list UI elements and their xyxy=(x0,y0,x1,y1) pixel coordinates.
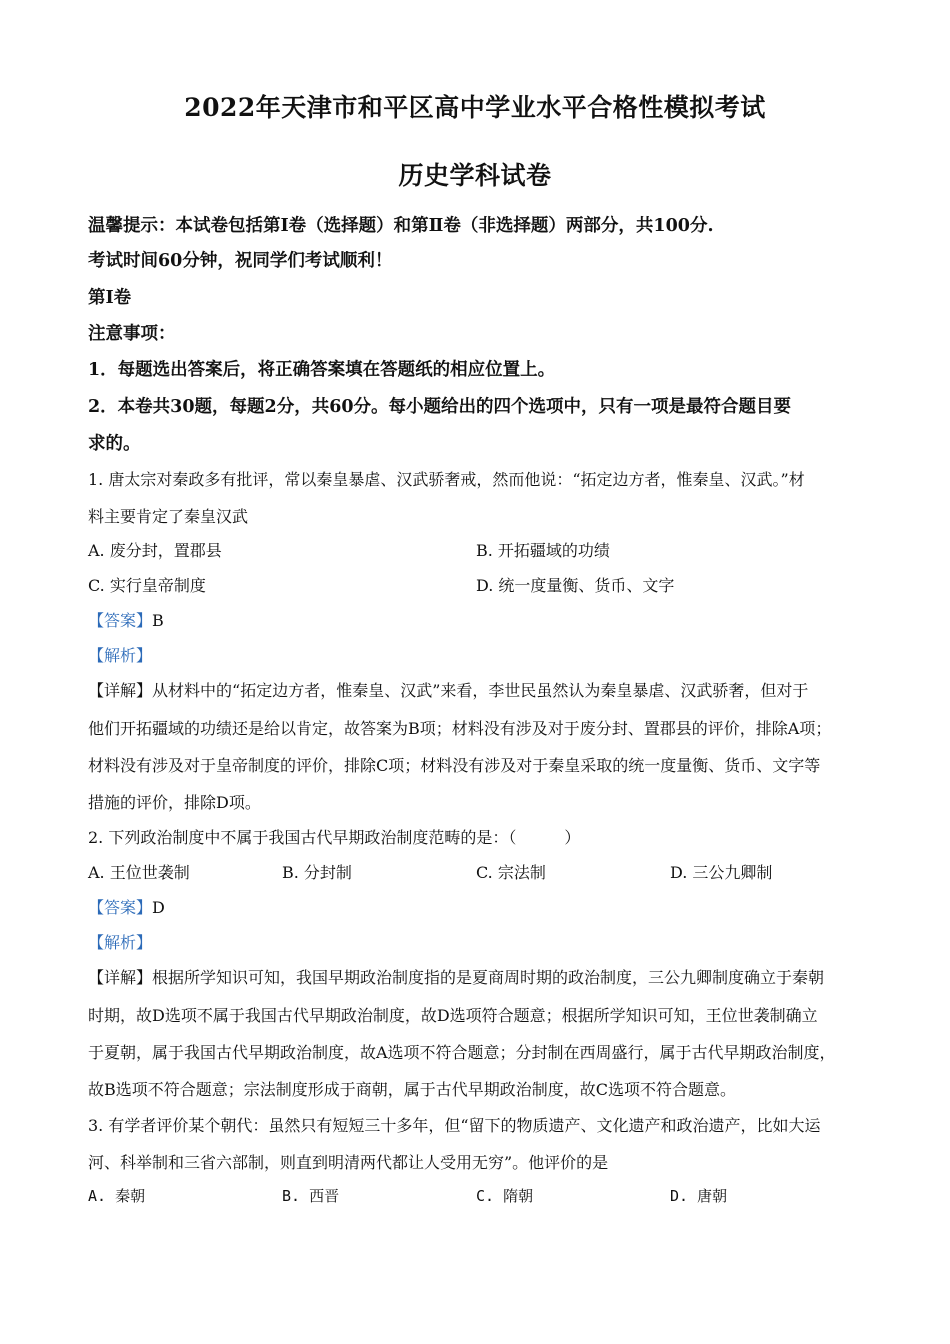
q1-analysis-tag: 【解析】 xyxy=(88,646,153,665)
q2-detail-4: 故B选项不符合题意；宗法制度形成于商朝，属于古代早期政治制度，故C选项不符合题意。 xyxy=(88,1080,737,1099)
q1-option-c: C. 实行皇帝制度 xyxy=(88,576,206,595)
detail-tag: 【详解】 xyxy=(88,968,153,987)
q1-stem-cont: 料主要肯定了秦皇汉武 xyxy=(88,507,249,526)
q3-stem: 3. 有学者评价某个朝代：虽然只有短短三十多年，但“留下的物质遗产、文化遗产和政治遗产，比如大运 xyxy=(88,1116,821,1135)
q3-option-d: D. 唐朝 xyxy=(670,1187,728,1205)
q2-option-d: D. 三公九卿制 xyxy=(670,863,773,882)
notice-line-1: 温馨提示：本试卷包括第Ⅰ卷（选择题）和第Ⅱ卷（非选择题）两部分，共100分. xyxy=(88,216,714,236)
q1-option-b: B. 开拓疆域的功绩 xyxy=(476,541,610,560)
q2-stem: 2. 下列政治制度中不属于我国古代早期政治制度范畴的是：（ ） xyxy=(88,828,581,847)
q1-detail-3: 材料没有涉及对于皇帝制度的评价，排除C项；材料没有涉及对于秦皇采取的统一度量衡、货币、文字等 xyxy=(88,756,821,775)
q1-answer-value: B xyxy=(152,611,164,630)
exam-subtitle: 历史学科试卷 xyxy=(398,161,552,190)
q2-detail-3: 于夏朝，属于我国古代早期政治制度，故A选项不符合题意；分封制在西周盛行，属于古代早期政治制度， xyxy=(88,1043,836,1062)
attention-item-2: 2．本卷共30题，每题2分，共60分。每小题给出的四个选项中，只有一项是最符合题目要 xyxy=(88,397,792,417)
attention-item-2-cont: 求的。 xyxy=(88,434,141,454)
q1-detail-1 xyxy=(88,678,808,701)
q2-answer-value: D xyxy=(152,898,165,917)
q3-option-a: A. 秦朝 xyxy=(88,1187,146,1205)
answer-tag: 【答案】 xyxy=(88,898,153,917)
q1-detail-text: 从材料中的“拓定边方者，惟秦皇、汉武”来看，李世民虽然认为秦皇暴虐、汉武骄奢，但对于 xyxy=(152,681,809,700)
q3-option-c: C. 隋朝 xyxy=(476,1187,534,1205)
q3-stem-cont: 河、科举制和三省六部制，则直到明清两代都让人受用无穷”。他评价的是 xyxy=(88,1153,609,1172)
q2-detail-text: 根据所学知识可知，我国早期政治制度指的是夏商周时期的政治制度，三公九卿制度确立于秦朝 xyxy=(152,968,825,987)
q1-detail-4: 措施的评价，排除D项。 xyxy=(88,793,261,812)
q2-detail-2: 时期，故D选项不属于我国古代早期政治制度，故D选项符合题意；根据所学知识可知，王位世袭制确立 xyxy=(88,1006,818,1025)
q1-stem: 1. 唐太宗对秦政多有批评，常以秦皇暴虐、汉武骄奢戒，然而他说：“拓定边方者，惟秦皇、汉武。”材 xyxy=(88,470,805,489)
q1-option-a: A. 废分封，置郡县 xyxy=(88,541,222,560)
answer-tag: 【答案】 xyxy=(88,611,153,630)
attention-heading: 注意事项： xyxy=(88,324,176,344)
section-heading: 第Ⅰ卷 xyxy=(88,288,132,308)
q2-analysis-tag: 【解析】 xyxy=(88,933,153,952)
q1-answer xyxy=(88,608,164,631)
q2-option-c: C. 宗法制 xyxy=(476,863,546,882)
q2-option-b: B. 分封制 xyxy=(282,863,352,882)
q2-answer xyxy=(88,895,165,918)
detail-tag: 【详解】 xyxy=(88,681,153,700)
attention-item-1: 1．每题选出答案后，将正确答案填在答题纸的相应位置上。 xyxy=(88,360,556,380)
q2-detail-1 xyxy=(88,965,824,988)
q1-option-d: D. 统一度量衡、货币、文字 xyxy=(476,576,675,595)
q1-detail-2: 他们开拓疆域的功绩还是给以肯定，故答案为B项；材料没有涉及对于废分封、置郡县的评价，排除A项； xyxy=(88,719,832,738)
q2-option-a: A. 王位世袭制 xyxy=(88,863,190,882)
notice-line-2: 考试时间60分钟，祝同学们考试顺利！ xyxy=(88,251,393,271)
exam-title: 2022年天津市和平区高中学业水平合格性模拟考试 xyxy=(184,93,766,122)
q3-option-b: B. 西晋 xyxy=(282,1187,340,1205)
